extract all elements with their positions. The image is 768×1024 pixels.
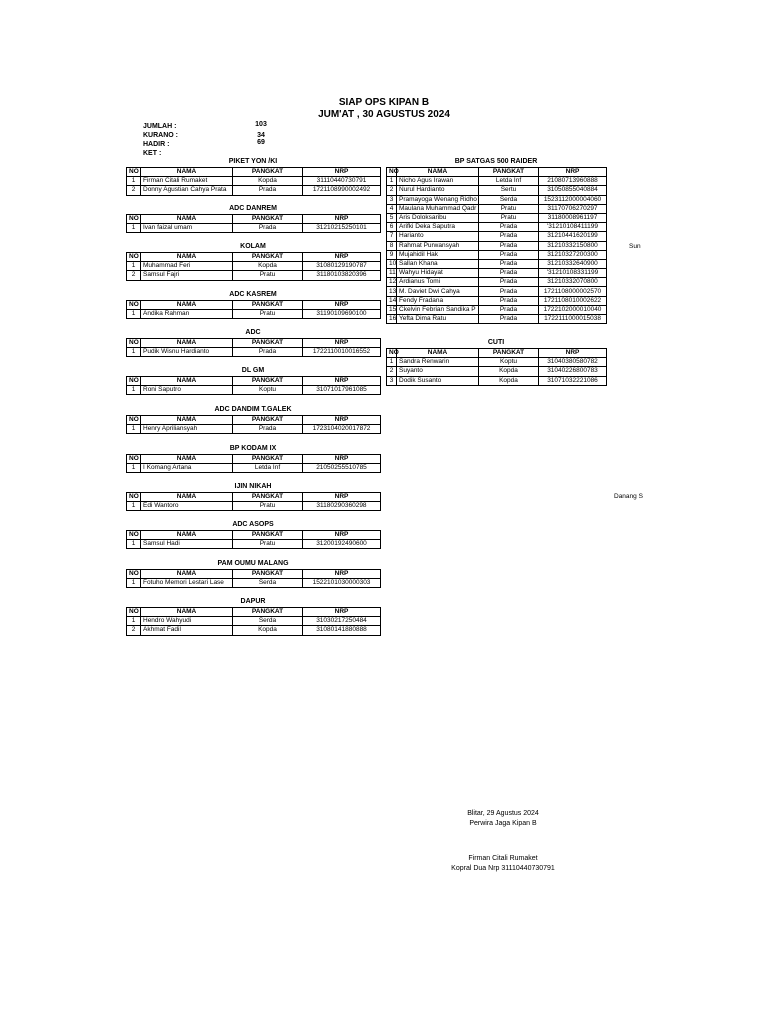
- column-header: NAMA: [141, 455, 233, 464]
- table-row: [387, 269, 607, 278]
- row-name: Roni Saputro: [141, 386, 233, 395]
- table-header-row: [127, 416, 381, 425]
- column-header: NO: [127, 377, 141, 386]
- row-name: Andika Rahman: [141, 310, 233, 319]
- table-row: [127, 224, 381, 233]
- row-number: 16: [387, 315, 397, 324]
- row-number: 3: [387, 376, 397, 385]
- row-number: 1: [127, 177, 141, 186]
- row-nrp: 31071017961085: [303, 386, 381, 395]
- row-number: 1: [127, 579, 141, 588]
- table-row: [127, 386, 381, 395]
- row-rank: Prada: [233, 186, 303, 195]
- row-number: 1: [127, 386, 141, 395]
- row-rank: Pratu: [479, 204, 539, 213]
- row-name: Pramayoga Wenang Ridho: [397, 195, 479, 204]
- column-header: PANGKAT: [233, 339, 303, 348]
- table-row: [127, 425, 381, 434]
- row-name: Hendro Wahyudi: [141, 617, 233, 626]
- row-rank: Sertu: [479, 186, 539, 195]
- section-block: [126, 445, 380, 473]
- table-header-row: [127, 339, 381, 348]
- row-rank: Kopda: [233, 262, 303, 271]
- section-block: [126, 243, 380, 281]
- row-name: Suyanto: [397, 367, 479, 376]
- section-title: BP SATGAS 500 RAIDER: [454, 158, 538, 165]
- section-block: [126, 329, 380, 357]
- section-title: ADC DANREM: [229, 205, 277, 212]
- side-note: Sun: [629, 243, 641, 250]
- personnel-table: [126, 415, 381, 434]
- row-name: Nurul Hardianto: [397, 186, 479, 195]
- row-nrp: 1721108010002622: [539, 296, 607, 305]
- table-row: [387, 278, 607, 287]
- table-row: [127, 617, 381, 626]
- row-name: Dodik Susanto: [397, 376, 479, 385]
- column-header: NO: [127, 493, 141, 502]
- row-number: 1: [127, 425, 141, 434]
- table-row: [387, 204, 607, 213]
- row-rank: Prada: [479, 278, 539, 287]
- column-header: NRP: [303, 168, 381, 177]
- row-nrp: '31210108331199: [539, 269, 607, 278]
- row-name: Samsul Fajri: [141, 271, 233, 280]
- row-name: Ivan faizal umam: [141, 224, 233, 233]
- personnel-table: [126, 607, 381, 636]
- row-name: Edi Wantoro: [141, 502, 233, 511]
- section-title: DAPUR: [240, 598, 266, 605]
- row-number: 3: [387, 195, 397, 204]
- row-nrp: 31180008961197: [539, 213, 607, 222]
- row-name: Muhammad Feri: [141, 262, 233, 271]
- section-block: [386, 339, 606, 386]
- row-nrp: 31030217250484: [303, 617, 381, 626]
- column-header: NO: [127, 570, 141, 579]
- row-name: Aris Doloksaribu: [397, 213, 479, 222]
- row-name: Sallan Khana: [397, 259, 479, 268]
- row-rank: Letda Inf: [479, 177, 539, 186]
- personnel-table: [126, 252, 381, 281]
- section-title: PIKET YON /KI: [228, 158, 278, 165]
- column-header: NO: [127, 168, 141, 177]
- column-header: NRP: [303, 416, 381, 425]
- column-header: NRP: [303, 455, 381, 464]
- row-rank: Prada: [479, 296, 539, 305]
- row-nrp: 31050855040884: [539, 186, 607, 195]
- table-row: [127, 626, 381, 635]
- table-header-row: [127, 215, 381, 224]
- row-number: 2: [127, 186, 141, 195]
- column-header: NAMA: [141, 493, 233, 502]
- table-row: [127, 271, 381, 280]
- row-nrp: 1721108000002570: [539, 287, 607, 296]
- table-row: [127, 262, 381, 271]
- personnel-table: [126, 376, 381, 395]
- row-number: 4: [387, 204, 397, 213]
- personnel-table: [126, 492, 381, 511]
- table-row: [127, 464, 381, 473]
- table-row: [127, 177, 381, 186]
- column-header: NRP: [303, 215, 381, 224]
- row-name: I Komang Artana: [141, 464, 233, 473]
- row-rank: Prada: [479, 269, 539, 278]
- section-block: [126, 521, 380, 549]
- table-row: [387, 287, 607, 296]
- section-title: IJIN NIKAH: [234, 483, 272, 490]
- column-header: NAMA: [141, 253, 233, 262]
- table-header-row: [127, 455, 381, 464]
- row-rank: Letda Inf: [233, 464, 303, 473]
- section-block: [386, 158, 606, 324]
- column-header: NAMA: [141, 377, 233, 386]
- row-rank: Prada: [479, 232, 539, 241]
- row-rank: Kopda: [233, 626, 303, 635]
- column-header: NRP: [303, 253, 381, 262]
- table-header-row: [127, 301, 381, 310]
- table-header-row: [127, 493, 381, 502]
- page-title: SIAP OPS KIPAN B: [338, 97, 430, 108]
- table-row: [387, 358, 607, 367]
- page-subtitle: JUM'AT , 30 AGUSTUS 2024: [318, 109, 450, 120]
- row-nrp: 31200192490600: [303, 540, 381, 549]
- table-row: [387, 223, 607, 232]
- row-nrp: 31080141880888: [303, 626, 381, 635]
- table-row: [127, 186, 381, 195]
- personnel-table: [126, 300, 381, 319]
- row-rank: Serda: [233, 617, 303, 626]
- column-header: NAMA: [141, 339, 233, 348]
- row-rank: Serda: [233, 579, 303, 588]
- signature-role: Perwira Jaga Kipan B: [469, 820, 537, 827]
- row-number: 6: [387, 223, 397, 232]
- summary-value: 34: [257, 132, 265, 139]
- column-header: NRP: [303, 377, 381, 386]
- row-name: Harianto: [397, 232, 479, 241]
- summary-label: KET :: [143, 150, 162, 157]
- column-header: PANGKAT: [233, 301, 303, 310]
- row-name: Pudik Wisnu Hardianto: [141, 348, 233, 357]
- row-number: 7: [387, 232, 397, 241]
- row-nrp: 31110440730791: [303, 177, 381, 186]
- section-block: [126, 205, 380, 233]
- row-number: 1: [127, 540, 141, 549]
- row-name: Sandra Renwarin: [397, 358, 479, 367]
- row-rank: Prada: [479, 241, 539, 250]
- table-header-row: [387, 349, 607, 358]
- personnel-table: [126, 214, 381, 233]
- row-rank: Prada: [479, 305, 539, 314]
- row-number: 1: [127, 617, 141, 626]
- section-title: ADC DANDIM T.GALEK: [214, 406, 292, 413]
- side-note: Danang S: [614, 493, 643, 500]
- column-header: PANGKAT: [233, 531, 303, 540]
- table-header-row: [127, 608, 381, 617]
- row-rank: Prada: [479, 259, 539, 268]
- table-row: [387, 186, 607, 195]
- row-number: 1: [127, 224, 141, 233]
- row-rank: Kopda: [479, 376, 539, 385]
- column-header: PANGKAT: [233, 215, 303, 224]
- row-nrp: 31210332640900: [539, 259, 607, 268]
- section-title: KOLAM: [240, 243, 266, 250]
- section-title: CUTI: [487, 339, 505, 346]
- column-header: NO: [127, 339, 141, 348]
- row-name: Samsul Hadi: [141, 540, 233, 549]
- column-header: NO: [127, 301, 141, 310]
- table-header-row: [127, 168, 381, 177]
- row-name: Yefta Dima Ratu: [397, 315, 479, 324]
- row-rank: Prada: [479, 223, 539, 232]
- row-rank: Prada: [479, 250, 539, 259]
- column-header: NRP: [303, 570, 381, 579]
- row-number: 1: [127, 464, 141, 473]
- row-number: 1: [387, 177, 397, 186]
- column-header: NRP: [539, 168, 607, 177]
- section-block: [126, 483, 380, 511]
- column-header: NAMA: [141, 608, 233, 617]
- row-nrp: 31071032221086: [539, 376, 607, 385]
- table-row: [127, 502, 381, 511]
- column-header: PANGKAT: [233, 377, 303, 386]
- column-header: NRP: [303, 531, 381, 540]
- row-name: Ckelvin Febrian Sandika P: [397, 305, 479, 314]
- column-header: NAMA: [141, 416, 233, 425]
- table-header-row: [127, 377, 381, 386]
- row-nrp: 31210441620199: [539, 232, 607, 241]
- row-rank: Kopda: [233, 177, 303, 186]
- table-header-row: [387, 168, 607, 177]
- row-rank: Pratu: [233, 502, 303, 511]
- row-number: 15: [387, 305, 397, 314]
- row-rank: Pratu: [233, 271, 303, 280]
- row-nrp: 31040380580782: [539, 358, 607, 367]
- row-number: 2: [127, 271, 141, 280]
- row-rank: Koptu: [479, 358, 539, 367]
- row-nrp: 1722110010016552: [303, 348, 381, 357]
- section-title: ADC ASOPS: [232, 521, 274, 528]
- row-name: Arifki Deka Saputra: [397, 223, 479, 232]
- row-number: 1: [127, 348, 141, 357]
- signature-rank-nrp: Kopral Dua Nrp 31110440730791: [451, 865, 555, 872]
- personnel-table: [126, 167, 381, 196]
- section-title: PAM OUMU MALANG: [217, 560, 289, 567]
- row-name: Ardianus Tomi: [397, 278, 479, 287]
- section-title: DL GM: [241, 367, 265, 374]
- row-nrp: 31210332150800: [539, 241, 607, 250]
- row-name: Rahmat Purwansyah: [397, 241, 479, 250]
- column-header: NAMA: [397, 349, 479, 358]
- row-number: 14: [387, 296, 397, 305]
- row-nrp: 1522101030000303: [303, 579, 381, 588]
- row-nrp: 31170706270297: [539, 204, 607, 213]
- row-nrp: 21080713960888: [539, 177, 607, 186]
- column-header: NO: [127, 253, 141, 262]
- table-row: [387, 296, 607, 305]
- row-nrp: 1722111000015038: [539, 315, 607, 324]
- row-number: 12: [387, 278, 397, 287]
- row-nrp: 21050255510785: [303, 464, 381, 473]
- table-row: [387, 195, 607, 204]
- table-row: [127, 540, 381, 549]
- row-nrp: 31210327200300: [539, 250, 607, 259]
- table-row: [387, 250, 607, 259]
- row-number: 1: [127, 310, 141, 319]
- row-nrp: 31180103820396: [303, 271, 381, 280]
- row-name: Firman Citali Rumaket: [141, 177, 233, 186]
- column-header: NRP: [303, 493, 381, 502]
- section-title: ADC: [245, 329, 261, 336]
- table-row: [127, 310, 381, 319]
- column-header: PANGKAT: [233, 253, 303, 262]
- row-name: Wahyu Hidayat: [397, 269, 479, 278]
- row-name: Mujahidil Hak: [397, 250, 479, 259]
- row-nrp: '31210108411199: [539, 223, 607, 232]
- table-header-row: [127, 570, 381, 579]
- row-name: Donny Agustian Cahya Prata: [141, 186, 233, 195]
- row-rank: Prada: [479, 287, 539, 296]
- table-row: [387, 376, 607, 385]
- column-header: PANGKAT: [479, 349, 539, 358]
- column-header: PANGKAT: [233, 493, 303, 502]
- personnel-table: [386, 348, 607, 386]
- table-row: [387, 259, 607, 268]
- summary-label: HADIR :: [143, 141, 170, 148]
- table-header-row: [127, 531, 381, 540]
- column-header: PANGKAT: [479, 168, 539, 177]
- column-header: NO: [127, 455, 141, 464]
- personnel-table: [126, 530, 381, 549]
- section-title: ADC KASREM: [229, 291, 277, 298]
- column-header: NAMA: [141, 215, 233, 224]
- table-row: [387, 241, 607, 250]
- personnel-table: [126, 454, 381, 473]
- row-rank: Prada: [479, 315, 539, 324]
- row-number: 2: [127, 626, 141, 635]
- row-rank: Prada: [233, 425, 303, 434]
- row-number: 13: [387, 287, 397, 296]
- column-header: PANGKAT: [233, 416, 303, 425]
- section-block: [126, 291, 380, 319]
- column-header: NAMA: [141, 570, 233, 579]
- column-header: NAMA: [141, 168, 233, 177]
- row-number: 11: [387, 269, 397, 278]
- column-header: NO: [127, 531, 141, 540]
- row-nrp: 1723104020017872: [303, 425, 381, 434]
- column-header: NRP: [539, 349, 607, 358]
- table-row: [127, 348, 381, 357]
- column-header: NO: [127, 215, 141, 224]
- personnel-table: [126, 569, 381, 588]
- column-header: PANGKAT: [233, 168, 303, 177]
- row-nrp: 31040226800783: [539, 367, 607, 376]
- column-header: PANGKAT: [233, 455, 303, 464]
- column-header: NAMA: [141, 531, 233, 540]
- summary-label: KURANO :: [143, 132, 178, 139]
- row-number: 9: [387, 250, 397, 259]
- column-header: PANGKAT: [233, 608, 303, 617]
- row-rank: Prada: [233, 224, 303, 233]
- row-rank: Serda: [479, 195, 539, 204]
- row-name: Maulana Muhammad Qadr: [397, 204, 479, 213]
- row-nrp: 31190109690100: [303, 310, 381, 319]
- row-name: Nicho Agus Irawan: [397, 177, 479, 186]
- summary-label: JUMLAH :: [143, 123, 177, 130]
- row-name: Fendy Fradana: [397, 296, 479, 305]
- row-number: 2: [387, 186, 397, 195]
- table-row: [387, 213, 607, 222]
- column-header: NRP: [303, 608, 381, 617]
- row-number: 1: [387, 358, 397, 367]
- section-block: [126, 406, 380, 434]
- row-rank: Pratu: [479, 213, 539, 222]
- summary-block: [143, 121, 283, 157]
- row-nrp: 31210215250101: [303, 224, 381, 233]
- section-block: [126, 560, 380, 588]
- row-rank: Pratu: [233, 540, 303, 549]
- row-rank: Kopda: [479, 367, 539, 376]
- row-nrp: 31180290360298: [303, 502, 381, 511]
- row-name: Fotuho Memori Lestari Lase: [141, 579, 233, 588]
- row-nrp: 1523112000004060: [539, 195, 607, 204]
- column-header: NO: [387, 168, 397, 177]
- personnel-table: [126, 338, 381, 357]
- table-row: [387, 177, 607, 186]
- row-name: Henry Apriliansyah: [141, 425, 233, 434]
- table-row: [127, 579, 381, 588]
- row-number: 1: [127, 502, 141, 511]
- row-rank: Pratu: [233, 310, 303, 319]
- row-number: 5: [387, 213, 397, 222]
- row-nrp: 31210332070800: [539, 278, 607, 287]
- column-header: NRP: [303, 339, 381, 348]
- column-header: NAMA: [141, 301, 233, 310]
- row-number: 2: [387, 367, 397, 376]
- row-name: M. Daviet Dwi Cahya: [397, 287, 479, 296]
- table-row: [387, 315, 607, 324]
- row-number: 1: [127, 262, 141, 271]
- column-header: NRP: [303, 301, 381, 310]
- personnel-table: [386, 167, 607, 324]
- row-number: 8: [387, 241, 397, 250]
- row-name: Akhmat Fadil: [141, 626, 233, 635]
- section-block: [126, 598, 380, 636]
- row-number: 10: [387, 259, 397, 268]
- row-nrp: 31080129190787: [303, 262, 381, 271]
- signature-name: Firman Citali Rumaket: [468, 855, 538, 862]
- row-nrp: 1721108990002492: [303, 186, 381, 195]
- table-header-row: [127, 253, 381, 262]
- row-rank: Koptu: [233, 386, 303, 395]
- row-nrp: 1722102000010040: [539, 305, 607, 314]
- row-rank: Prada: [233, 348, 303, 357]
- table-row: [387, 367, 607, 376]
- summary-value: 103: [255, 121, 267, 128]
- table-row: [387, 305, 607, 314]
- section-block: [126, 158, 380, 196]
- column-header: NO: [127, 416, 141, 425]
- summary-value: 69: [257, 139, 265, 146]
- signature-place-date: Blitar, 29 Agustus 2024: [467, 810, 539, 817]
- column-header: NO: [387, 349, 397, 358]
- section-block: [126, 367, 380, 395]
- section-title: BP KODAM IX: [229, 445, 277, 452]
- column-header: PANGKAT: [233, 570, 303, 579]
- table-row: [387, 232, 607, 241]
- column-header: NAMA: [397, 168, 479, 177]
- column-header: NO: [127, 608, 141, 617]
